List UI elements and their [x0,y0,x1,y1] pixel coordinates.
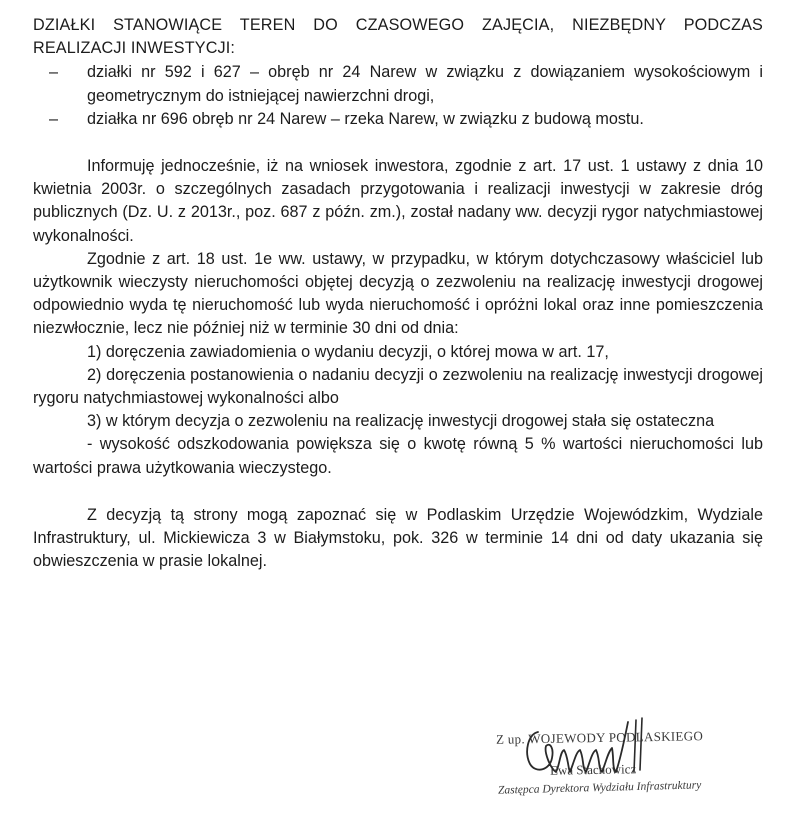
paragraph-info: Z decyzją tą strony mogą zapoznać się w Podlaskim Urzędzie Wojewódzkim, Wydziale Infrastruktury, ul. Mickiewicza 3 w Białymstoku, pok. 326 w terminie 14 dni od daty ukazania się obwieszczenia w prasie lokalnej. [33,505,763,571]
section-heading: DZIAŁKI STANOWIĄCE TEREN DO CZASOWEGO ZAJĘCIA, NIEZBĘDNY PODCZAS REALIZACJI INWESTYCJI: [33,16,763,58]
paragraph-item-1: 1) doręczenia zawiadomienia o wydaniu decyzji, o której mowa w art. 17, [87,342,609,361]
list-item-text: działki nr 592 i 627 – obręb nr 24 Narew w związku z dowiązaniem wysokościowym i geometrycznym do istniejącej nawierzchni drogi, [87,63,763,105]
list-item [49,61,763,107]
paragraph-item-3: 3) w którym decyzja o zezwoleniu na realizację inwestycji drogowej stała się ostateczna [87,412,715,431]
stamp-line-title: Zastępca Dyrektora Wydziału Infrastruktury [497,779,702,797]
bullet-dash: – [49,109,59,128]
paragraph-rygor: Informuję jednocześnie, iż na wniosek inwestora, zgodnie z art. 17 ust. 1 ustawy z dnia 10 kwietnia 2003r. o szczególnych zasadach przygotowania i realizacji inwestycji w zakresie dróg publicznych (Dz. U. z 2013r., poz. 687 z późn. zm.), został nadany ww. decyzji rygor natychmiastowej wykonalności. [33,157,763,245]
list-item [49,108,763,131]
list-item-text: działka nr 696 obręb nr 24 Narew – rzeka Narew, w związku z budową mostu. [87,109,644,128]
plot-list [33,61,763,131]
handwritten-signature [490,712,720,822]
paragraph-item-4: - wysokość odszkodowania powiększa się o kwotę równą 5 % wartości nieruchomości lub wartości prawa użytkowania wieczystego. [33,435,763,477]
document-body [33,14,763,573]
paragraph-art18: Zgodnie z art. 18 ust. 1e ww. ustawy, w przypadku, w którym dotychczasowy właściciel lub użytkownik wieczysty nieruchomości objętej decyzją o zezwoleniu na realizację inwestycji drogowej odpowiednio wyda tę nieruchomość lub wyda nieruchomość i opróżni lokal oraz inne pomieszczenia niezwłocznie, lecz nie później niż w terminie 30 dni od dnia: [33,249,763,338]
paragraph-item-2: 2) doręczenia postanowienia o nadaniu decyzji o zezwoleniu na realizację inwestycji drogowej rygoru natychmiastowej wykonalności albo [33,365,763,408]
stamp-line-name: Ewa Stachowicz [549,761,637,778]
signature-stamp [490,712,720,822]
stamp-line-authority: Z up. WOJEWODY PODLASKIEGO [495,728,704,747]
bullet-dash: – [49,63,59,82]
